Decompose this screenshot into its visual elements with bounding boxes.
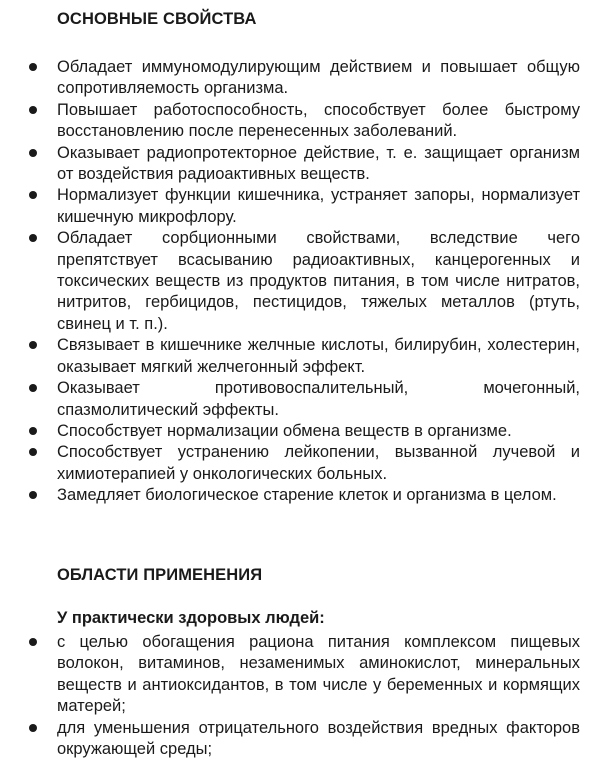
- bullet-icon: [29, 63, 37, 71]
- list-item: [0, 143, 602, 186]
- applications-list: [0, 632, 602, 760]
- list-item: [0, 718, 602, 761]
- bullet-icon: [29, 341, 37, 349]
- list-item-text: Связывает в кишечнике желчные кислоты, билирубин, холестерин, оказывает мягкий желчегонный эффект.: [57, 336, 580, 376]
- list-item: [0, 485, 602, 506]
- list-item-text: с целью обогащения рациона питания комплексом пищевых волокон, витаминов, незаменимых аминокислот, минеральных веществ и антиоксидантов, в том числе у беременных и кормящих матерей;: [57, 633, 580, 716]
- bullet-icon: [29, 724, 37, 732]
- bullet-icon: [29, 384, 37, 392]
- bullet-icon: [29, 638, 37, 646]
- list-item-text: Повышает работоспособность, способствует более быстрому восстановлению после перенесенных заболеваний.: [57, 100, 580, 141]
- bullet-icon: [29, 149, 37, 157]
- bullet-icon: [29, 427, 37, 435]
- list-item-text: Нормализует функции кишечника, устраняет запоры, нормализует кишечную микрофлору.: [57, 186, 580, 226]
- section-title-properties: ОСНОВНЫЕ СВОЙСТВА: [57, 10, 257, 28]
- list-item: [0, 442, 602, 485]
- list-item-text: Обладает иммуномодулирующим действием и повышает общую сопротивляемость организма.: [57, 58, 580, 98]
- list-item-text: Способствует устранению лейкопении, вызванной лучевой и химиотерапией у онкологических больных.: [57, 443, 580, 483]
- list-item-text: Способствует нормализации обмена веществ в организме.: [57, 421, 512, 440]
- properties-list: [0, 57, 602, 507]
- list-item: [0, 421, 602, 442]
- list-item-text: для уменьшения отрицательного воздействия вредных факторов окружающей среды;: [57, 718, 580, 759]
- bullet-icon: [29, 491, 37, 499]
- section-title-applications: ОБЛАСТИ ПРИМЕНЕНИЯ: [57, 566, 263, 584]
- list-item-text: Обладает сорбционными свойствами, вследствие чего препятствует всасыванию радиоактивных, канцерогенных и токсических веществ из продуктов питания, в том числе нитратов, нитритов, гербицидов, пестицидов, тяжелых металлов (ртуть, свинец и т. п.).: [57, 229, 580, 333]
- list-item-text: Оказывает радиопротекторное действие, т. е. защищает организм от воздействия радиоактивных веществ.: [57, 143, 580, 184]
- list-item: [0, 632, 602, 718]
- section-subtitle-healthy-people: У практически здоровых людей:: [57, 609, 325, 627]
- list-item-text: Замедляет биологическое старение клеток и организма в целом.: [57, 486, 557, 505]
- list-item: [0, 228, 602, 335]
- bullet-icon: [29, 234, 37, 242]
- list-item: [0, 378, 602, 421]
- list-item: [0, 100, 602, 143]
- bullet-icon: [29, 106, 37, 114]
- bullet-icon: [29, 191, 37, 199]
- bullet-icon: [29, 448, 37, 456]
- list-item-text: Оказывает противовоспалительный, мочегонный, спазмолитический эффекты.: [57, 379, 580, 419]
- list-item: [0, 57, 602, 100]
- list-item: [0, 335, 602, 378]
- list-item: [0, 185, 602, 228]
